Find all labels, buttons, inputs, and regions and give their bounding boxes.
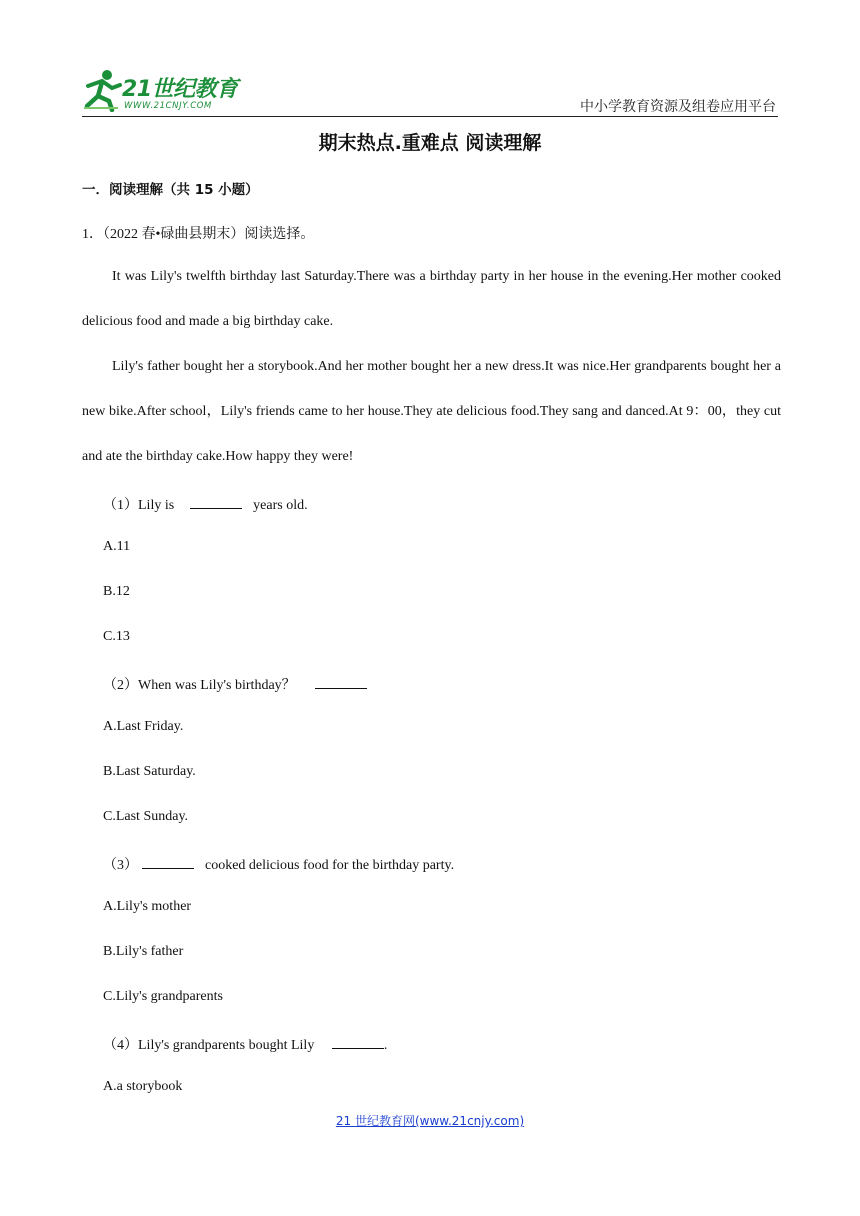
sub-question-1-prefix: （1）Lily is <box>103 498 175 513</box>
option-3c: C.Lily's grandparents <box>103 989 223 1004</box>
option-3a: A.Lily's mother <box>103 899 192 914</box>
option-3b: B.Lily's father <box>103 944 184 959</box>
page-title: 期末热点.重难点 阅读理解 <box>318 132 542 154</box>
answer-blank <box>315 674 367 689</box>
sub-question-1 <box>103 494 308 514</box>
header-divider <box>82 116 778 117</box>
sub-question-4 <box>103 1034 387 1054</box>
option-2a: A.Last Friday. <box>103 719 184 734</box>
passage-paragraph-1: It was Lily's twelfth birthday last Saturday.There was a birthday party in her house in the evening.Her mother cooked delicious food and made a big birthday cake. <box>82 269 781 329</box>
section-heading: 一．阅读理解（共 15 小题） <box>82 182 259 198</box>
sub-question-3 <box>103 854 454 874</box>
answer-blank <box>332 1034 384 1049</box>
sub-question-4-suffix: . <box>383 1038 388 1053</box>
answer-blank <box>142 854 194 869</box>
passage-paragraph-2: Lily's father bought her a storybook.And her mother bought her a new dress.It was nice.Her grandparents bought her a new bike.After school，Lily's friends came to her house.They ate delicious food.They sang and danced.At 9：00，they cut and ate the birthday cake.How happy they were! <box>82 359 781 464</box>
option-2b: B.Last Saturday. <box>103 764 196 779</box>
option-4a: A.a storybook <box>103 1079 183 1094</box>
option-1c: C.13 <box>103 629 130 644</box>
logo-url: WWW.21CNJY.COM <box>124 101 212 111</box>
sub-question-3-suffix: cooked delicious food for the birthday party. <box>205 858 455 873</box>
platform-label: 中小学教育资源及组卷应用平台 <box>580 99 776 115</box>
sub-question-2-prefix: （2）When was Lily's birthday？ <box>103 678 296 693</box>
logo <box>82 68 252 114</box>
answer-blank <box>190 494 242 509</box>
runner-logo-icon <box>82 68 122 112</box>
sub-question-3-prefix: （3） <box>103 858 138 873</box>
question-heading: 1．（2022 春•碌曲县期末）阅读选择。 <box>82 227 315 242</box>
option-1b: B.12 <box>103 584 130 599</box>
footer-link[interactable]: 21 世纪教育网(www.21cnjy.com) <box>335 1114 525 1128</box>
sub-question-1-suffix: years old. <box>253 498 308 513</box>
option-1a: A.11 <box>103 539 131 554</box>
sub-question-4-prefix: （4）Lily's grandparents bought Lily <box>103 1038 315 1053</box>
option-2c: C.Last Sunday. <box>103 809 189 824</box>
sub-question-2 <box>103 674 367 694</box>
logo-text: 21世纪教育 <box>122 77 238 102</box>
page-header <box>82 66 778 118</box>
